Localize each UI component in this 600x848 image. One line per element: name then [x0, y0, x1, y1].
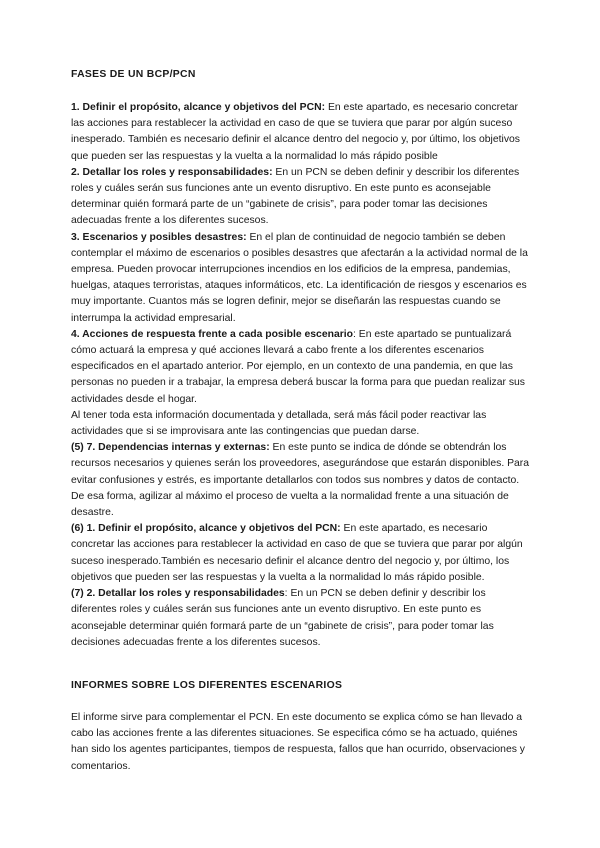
phase-1-text: En este apartado, es necesario concretar las acciones para restablecer la actividad en caso de que se tuviera que parar por algún suceso inesperado. También es necesario definir el alcance dentro del negocio y, por último, los objetivos que pueden ser las respuestas y la vuelta a la normalidad lo más rápido posible — [71, 102, 520, 162]
phase-7 — [71, 586, 531, 651]
phase-2-text: En un PCN se deben definir y describir los diferentes roles y cuáles serán sus funciones ante un evento disruptivo. En este punto es aconsejable determinar quién formará parte de un “gabinete de crisis”, para poder tomar las decisiones adecuadas frente a los diferentes sucesos. — [71, 166, 520, 227]
phase-6-text: En este apartado, es necesario concretar las acciones para restablecer la actividad en caso de que se tuviera que parar por algún suceso inesperado.También es necesario definir el alcance dentro del negocio y, por último, los objetivos que pueden ser las respuestas y la vuelta a la normalidad lo más rápido posible. — [71, 523, 523, 583]
phase-7-text: : En un PCN se deben definir y describir los diferentes roles y cuáles serán sus funciones ante un evento disruptivo. En este punto es aconsejable determinar quién formará parte de un “gabinete de crisis”, para poder tomar las decisiones adecuadas frente a los diferentes sucesos. — [71, 588, 494, 648]
phase-1-lead: 1. Definir el propósito, alcance y objetivos del PCN: — [71, 102, 326, 113]
reports-paragraph: El informe sirve para complementar el PCN. En este documento se explica cómo se han llevado a cabo las acciones frente a las diferentes situaciones. Se especifica cómo se ha actuado, quiénes han sido los agentes participantes, tiempos de respuesta, fallos que han ocurrido, observaciones y comentarios. — [71, 711, 525, 772]
phase-2 — [71, 165, 531, 230]
phase-6 — [71, 521, 531, 586]
phase-2-lead: 2. Detallar los roles y responsabilidades: — [71, 166, 273, 178]
phase-4-note — [71, 408, 531, 440]
phase-3-lead: 3. Escenarios y posibles desastres: — [71, 231, 247, 243]
document-page — [71, 68, 531, 775]
phase-5 — [71, 440, 531, 521]
phase-5-text: En este punto se indica de dónde se obtendrán los recursos necesarios y quienes serán los proveedores, asegurándose que estarán disponibles. Para evitar confusiones y estrés, es importante detallarlos con todos sus nombres y datos de contacto. De esa forma, agilizar al máximo el proceso de vuelta a la normalidad frente a una situación de desastre. — [71, 442, 530, 519]
reports-heading: INFORMES SOBRE LOS DIFERENTES ESCENARIOS — [71, 679, 343, 691]
phase-7-lead: (7) 2. Detallar los roles y responsabilidades — [71, 588, 285, 600]
phase-6-lead: (6) 1. Definir el propósito, alcance y objetivos del PCN: — [71, 523, 341, 535]
phase-3 — [71, 230, 531, 327]
phases-list — [71, 100, 531, 651]
phase-4-lead: 4. Acciones de respuesta frente a cada posible escenario — [71, 328, 354, 340]
phase-4-note-text: Al tener toda esta información documentada y detallada, será más fácil poder reactivar las actividades que si se improvisara ante las contingencias que puedan darse. — [71, 409, 487, 438]
phase-4 — [71, 327, 531, 408]
phase-5-lead: (5) 7. Dependencias internas y externas: — [71, 442, 270, 454]
phase-4-text: : En este apartado se puntualizará cómo actuará la empresa y qué acciones llevará a cabo frente a los diferentes escenarios especificados en el apartado anterior. Por ejemplo, en un contexto de una pandemia, en que las personas no pueden ir a trabajar, la empresa deberá buscar la forma para que puedan realizar sus actividades desde el hogar. — [71, 328, 526, 405]
phase-3-text: En el plan de continuidad de negocio también se deben contemplar el máximo de escenarios o posibles desastres que afectarán a la actividad normal de la empresa. Pueden provocar interrupciones incendios en los edificios de la empresa, pandemias, huelgas, ataques terroristas, ataques informáticos, etc. La identificación de riesgos y escenarios es muy importante. Cuantos más se logren definir, mejor se diseñarán las respuestas cuando se interrumpa la actividad empresarial. — [71, 231, 528, 324]
document-title: FASES DE UN BCP/PCN — [71, 69, 196, 80]
phase-1 — [71, 100, 531, 165]
